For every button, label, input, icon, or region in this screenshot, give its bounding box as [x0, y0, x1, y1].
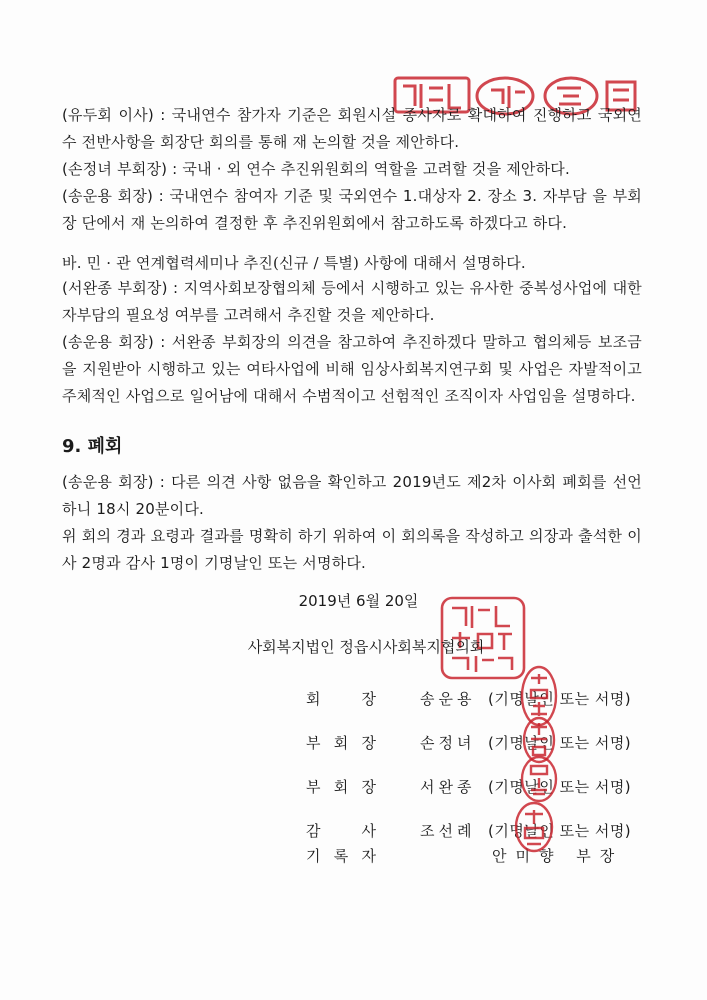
personal-seal-vice-chair-2 [519, 754, 559, 804]
closing-paragraph-1: (송운용 회장) : 다른 의견 사항 없음을 확인하고 2019년도 제2차 이사회 폐회를 선언하니 18시 20분이다. [62, 473, 642, 518]
signatory-note: (기명날인 또는 서명) [488, 690, 632, 708]
agenda-item-ba: 바. 민 · 관 연계협력세미나 추진(신규 / 특별) 사항에 대해서 설명하다. [62, 254, 526, 272]
signatory-name: 서완종 [420, 778, 476, 796]
minutes-date: 2019년 6월 20일 [298, 592, 419, 610]
signatory-title: 감 사 [306, 822, 376, 840]
signatory-row-vice-chair-2 [0, 776, 707, 798]
signatory-title: 부 회 장 [306, 734, 376, 752]
signatory-title: 회 장 [306, 690, 376, 708]
recorder-title: 기 록 자 [306, 847, 376, 865]
closing-paragraph-2: 위 회의 경과 요령과 결과를 명확히 하기 위하여 이 회의록을 작성하고 의장과 출석한 이사 2명과 감사 1명이 기명날인 또는 서명하다. [62, 527, 642, 572]
personal-seal-auditor [513, 800, 555, 854]
signatory-name: 손정녀 [420, 734, 476, 752]
signatory-note: (기명날인 또는 서명) [488, 822, 632, 840]
signatory-name: 송운용 [420, 690, 476, 708]
minutes-paragraph-2: (손정녀 부회장) : 국내 · 외 연수 추진위원회의 역할을 고려할 것을 제안하다. [62, 160, 570, 178]
section-heading-closing: 9. 폐회 [62, 436, 123, 457]
recorder-row [0, 845, 707, 867]
signatory-note: (기명날인 또는 서명) [488, 778, 632, 796]
signatory-note: (기명날인 또는 서명) [488, 734, 632, 752]
signatory-row-vice-chair-1 [0, 732, 707, 754]
signatory-row-auditor [0, 820, 707, 842]
minutes-paragraph-5: (송운용 회장) : 서완종 부회장의 의견을 참고하여 추진하겠다 말하고 협의체등 보조금을 지원받아 시행하고 있는 여타사업에 비해 임상사회복지연구회 및 사업은 자발적이고 주체적인 사업으로 일어남에 대해서 수범적이고 선험적인 조직이자 사업임을 설명하다. [62, 333, 642, 405]
minutes-paragraph-3: (송운용 회장) : 국내연수 참여자 기준 및 국외연수 1.대상자 2. 장소 3. 자부담 을 부회장 단에서 재 논의하여 결정한 후 추진위원회에서 참고하도록 하겠다고 하다. [62, 187, 642, 232]
signatory-name: 조선례 [420, 822, 476, 840]
minutes-paragraph-4: (서완종 부회장) : 지역사회보장협의체 등에서 시행하고 있는 유사한 중복성사업에 대한 자부담의 필요성 여부를 고려해서 추진할 것을 제안하다. [62, 279, 642, 324]
signatory-row-chair [0, 688, 707, 710]
signatory-title: 부 회 장 [306, 778, 376, 796]
organization-name: 사회복지법인 정읍시사회복지협의회 [247, 638, 485, 656]
minutes-paragraph-1: (유두회 이사) : 국내연수 참가자 기준은 회원시설 종사자로 확대하여 진행하고 국외연수 전반사항을 회장단 회의를 통해 재 논의할 것을 제안하다. [62, 106, 642, 151]
recorder-name: 안미향 부장 [492, 847, 624, 865]
